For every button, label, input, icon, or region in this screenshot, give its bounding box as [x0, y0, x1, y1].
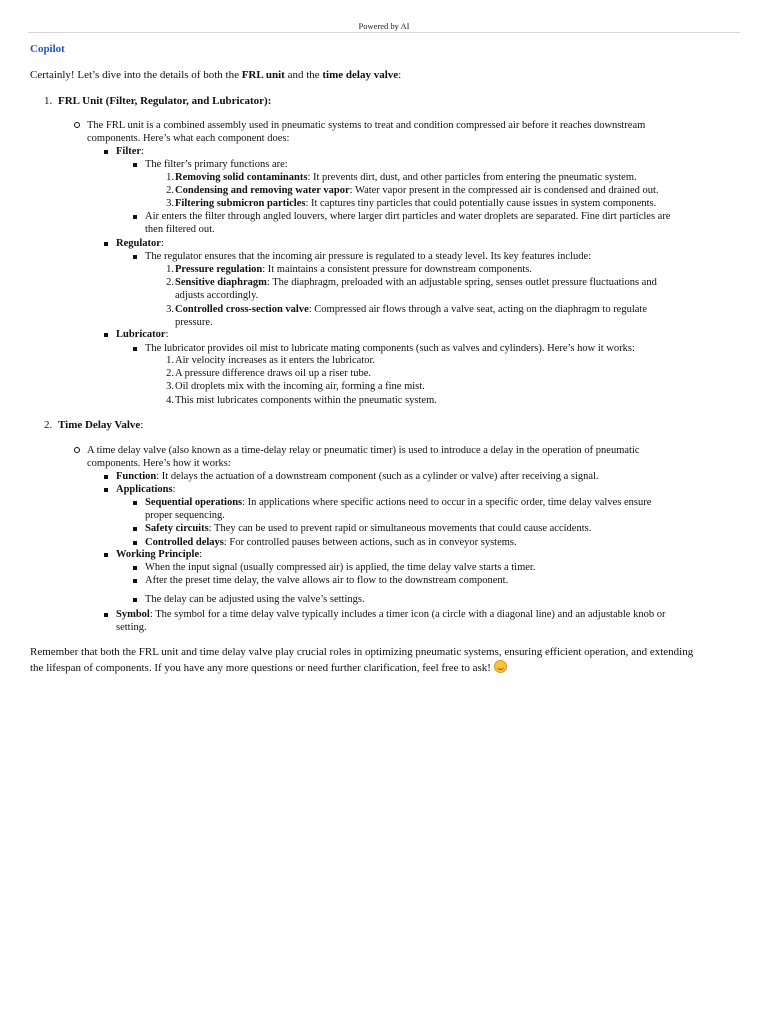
regulator-label: Regulator	[116, 238, 161, 249]
list-item: 4. This mist lubricates components within the pneumatic system.	[166, 394, 437, 406]
list-item: 2. Condensing and removing water vapor: Water vapor present in the compressed air is condensed and drained out.	[166, 185, 659, 197]
list-item-continued: pressure.	[175, 316, 213, 328]
intro-mid: and the	[284, 69, 323, 81]
applications-label: Applications	[116, 484, 173, 495]
lubricator-item: Lubricator:	[116, 329, 169, 340]
frl-desc-line1: The FRL unit is a combined assembly used in pneumatic systems to treat and condition compressed air before it reaches downstream	[87, 119, 747, 132]
tdv-function	[116, 470, 599, 483]
lubricator-intro: The lubricator provides oil mist to lubricate mating components (such as valves and cylinders). Here’s how it works:	[145, 343, 635, 354]
outro-line1: Remember that both the FRL unit and time delay valve play crucial roles in optimizing pneumatic systems, ensuring efficient operation, and extending	[30, 646, 694, 658]
regulator-features-list	[166, 263, 657, 329]
list-item: Controlled delays: For controlled pauses between actions, such as in conveyor systems.	[145, 536, 651, 549]
tdv-number: 2.	[44, 419, 53, 431]
filter-label: Filter	[116, 146, 142, 157]
function-label: Function	[116, 471, 157, 482]
frl-section-heading	[44, 95, 271, 108]
function-text: : It delays the actuation of a downstream component (such as a cylinder or valve) after receiving a signal.	[156, 471, 599, 482]
list-item: Safety circuits: They can be used to prevent rapid or simultaneous movements that could cause accidents.	[145, 522, 651, 535]
outro-paragraph	[30, 645, 738, 676]
filter-louvers	[145, 210, 670, 236]
outro-line2: the lifespan of components. If you have any more questions or need further clarification, feel free to ask!	[30, 662, 491, 674]
filter-louvers-line2: then filtered out.	[145, 224, 215, 236]
filter-louvers-line1: Air enters the filter through angled louvers, where larger dirt particles and water droplets are separated. Fine dirt particles are	[145, 211, 671, 222]
filter-primary-intro: The filter’s primary functions are:	[145, 159, 288, 170]
smile-emoji-icon	[494, 660, 507, 673]
symbol-text: : The symbol for a time delay valve typically includes a timer icon (a circle with a diagonal line) and an adjustable knob or	[149, 609, 666, 620]
filter-details	[145, 158, 288, 171]
list-item: 1. Air velocity increases as it enters the lubricator.	[166, 355, 376, 366]
tdv-desc-line2: components. Here’s how it works:	[87, 458, 231, 470]
list-item: 3. Filtering submicron particles: It captures tiny particles that could potentially cause issues in system components.	[166, 198, 657, 210]
intro-suffix: :	[398, 69, 402, 81]
list-item: 2. A pressure difference draws oil up a riser tube.	[166, 368, 372, 380]
intro-frl: FRL unit	[241, 69, 285, 81]
list-item: When the input signal (usually compressed air) is applied, the time delay valve starts a timer.	[145, 562, 536, 573]
working-list	[145, 561, 535, 607]
regulator-intro: The regulator ensures that the incoming air pressure is regulated to a steady level. Its key features include:	[145, 251, 592, 262]
symbol-text-continued: setting.	[116, 622, 147, 634]
list-item: 1. Removing solid contaminants: It prevents dirt, dust, and other particles from entering the pneumatic system.	[166, 172, 637, 183]
tdv-working: Working Principle:	[116, 549, 203, 560]
intro-prefix: Certainly! Let’s dive into the details of both the	[30, 69, 242, 81]
list-item: 3. Oil droplets mix with the incoming air, forming a fine mist.	[166, 381, 425, 393]
sender-name: Copilot	[30, 43, 65, 55]
list-item: 3. Controlled cross-section valve: Compressed air flows through a valve seat, acting on the diaphragm to regulate	[166, 303, 648, 315]
regulator-item: Regulator:	[116, 238, 164, 249]
intro-paragraph	[30, 69, 740, 82]
intro-tdv: time delay valve	[322, 69, 399, 81]
applications-list	[145, 496, 651, 549]
frl-desc-line2: components. Here’s what each component does:	[87, 133, 290, 145]
frl-number: 1.	[44, 95, 53, 107]
list-item: Sequential operations: In applications where specific actions need to occur in a specific order, time delay valves ensure	[145, 497, 652, 508]
lubricator-label: Lubricator	[116, 329, 166, 340]
tdv-applications: Applications:	[116, 484, 176, 495]
list-item: 1. Pressure regulation: It maintains a consistent pressure for downstream components.	[166, 264, 532, 275]
header-divider	[28, 32, 740, 33]
list-item-continued: proper sequencing.	[145, 510, 225, 522]
powered-by-label: Powered by AI	[358, 21, 410, 31]
tdv-desc-line1: A time delay valve (also known as a time-delay relay or pneumatic timer) is used to introduce a delay in the operation of pneumatic	[87, 444, 747, 457]
tdv-description	[87, 444, 747, 470]
list-item-continued: adjusts accordingly.	[175, 290, 259, 302]
filter-item: Filter:	[116, 146, 144, 157]
tdv-title: Time Delay Valve	[58, 419, 141, 431]
list-item: The delay can be adjusted using the valve’s settings.	[145, 593, 535, 606]
list-item: 2. Sensitive diaphragm: The diaphragm, preloaded with an adjustable spring, senses outlet pressure fluctuations and	[166, 277, 657, 289]
frl-title: FRL Unit (Filter, Regulator, and Lubricator):	[58, 95, 272, 107]
working-label: Working Principle	[116, 549, 200, 560]
frl-description	[87, 119, 747, 145]
tdv-symbol	[116, 608, 665, 634]
symbol-label: Symbol	[116, 609, 150, 620]
filter-functions-list	[166, 171, 659, 211]
list-item: After the preset time delay, the valve allows air to flow to the downstream component.	[145, 574, 535, 587]
lubricator-steps-list	[166, 354, 437, 407]
tdv-section-heading: 2. Time Delay Valve:	[44, 419, 144, 431]
